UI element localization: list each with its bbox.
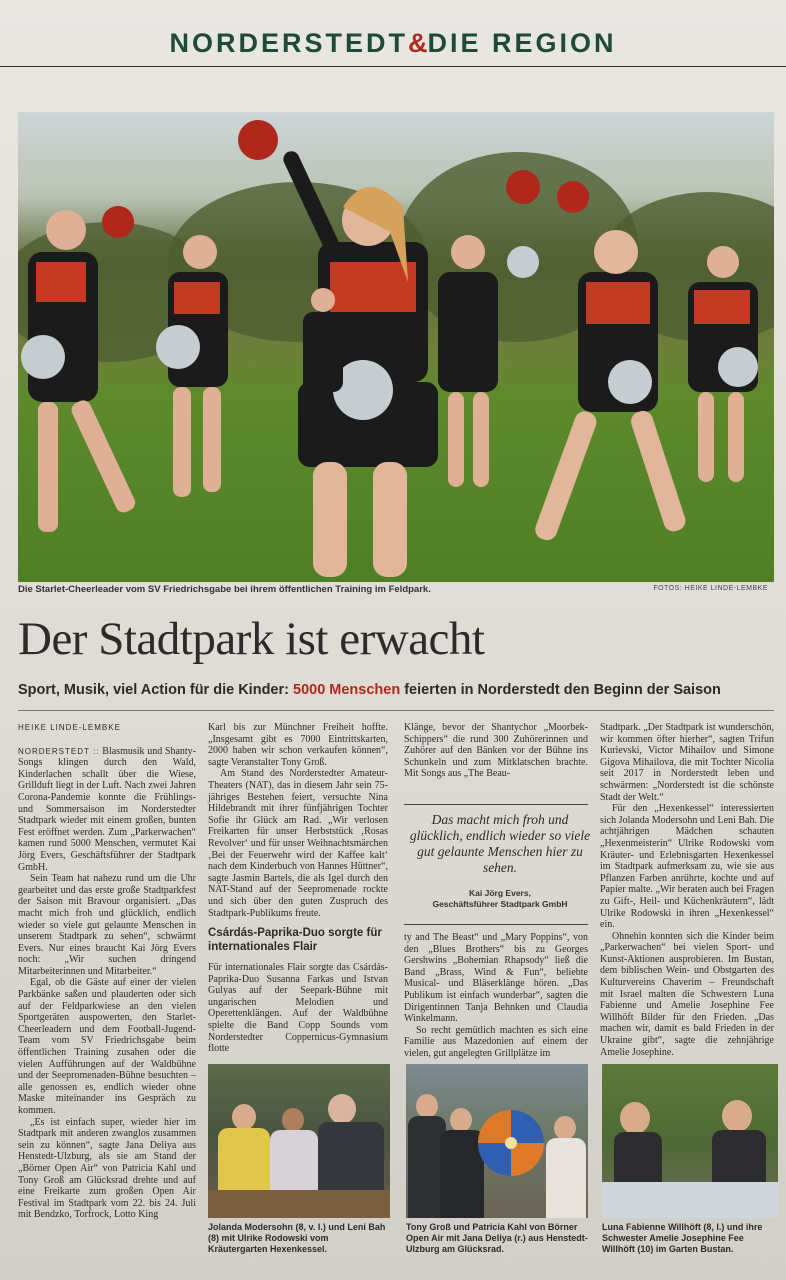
table-shape <box>602 1182 778 1218</box>
article-column-1: HEIKE LINDE-LEMBKE NORDERSTEDT :: Blasmusik und Shanty-Songs klingen durch den Wald, Kinderlachen schallt über die Wiese, Grillduft liegt in der Luft. Nach zwei Jahren Corona-Pandemie konnte die Frühlings- und Sommersaison im Norderstedter Stadtpark wieder mit einem großen, bunten Fest eröffnet werden. Zum „Parkerwachen“ kamen rund 5000 Menschen, vermutet Kai Jörg Evers, Geschäftsführer der Stadtpark GmbH. Sein Team hat nahezu rund um die Uhr gearbeitet und das erste große Stadtparkfest der Saison mit Bravour organisiert. „Das macht mich froh und glücklich, endlich wieder so viele gut gelaunte Menschen in unserem Stadtpark zu sehen“, schwärmt Evers. Nur eines braucht Kai Jörg Evers noch: „Wir suchen dringend Mitarbeiterinnen und Mitarbeiter.“ Egal, ob die Gäste auf einer der vielen Parkbänke saßen und plauderten oder sich auf der Feldparkwiese an den vielen Sportgeräten auspowerten, den Starlet-Cheerleadern und dem Football-Jugend-Team vom SV Friedrichsgabe beim öffentlichen Training zusahen oder die vielen Aufführungen auf der Waldbühne und der Seepromenaden-Bühne besuchten – alle genossen es, endlich wieder ohne Maske miteinander ins Gespräch zu kommen. „Es ist einfach super, wieder hier im Stadtpark mit anderen zwanglos zusammen sein zu können“, sagte Jana Deliya aus Henstedt-Ulzburg, als sie am Stand der „Börner Open Air“ von Patricia Kahl und Tony Groß am Glücksrad drehte und auf eine Freikarte zum großen Open Air Festival im Stadtpark vom 22. bis 24. Juli mit Bendzko, Torfrock, Lotto King <box>18 723 196 1221</box>
photo-caption-3: Luna Fabienne Willhöft (8, l.) und ihre Schwester Amelie Josephine Fee Willhöft (10) im Garten Bustan. <box>602 1222 763 1254</box>
cheerleader-second <box>102 206 228 497</box>
quote-rule-top <box>404 804 588 805</box>
photo-caption-2: Tony Groß und Patricia Kahl von Börner Open Air mit Jana Deliya (r.) aus Henstedt-Ulzburg am Glücksrad. <box>406 1222 588 1254</box>
headline-rule <box>18 710 774 711</box>
cheerleader-photo <box>18 112 774 582</box>
photo-hexenkessel <box>208 1064 390 1218</box>
quote-rule-bottom <box>404 924 588 925</box>
photo-caption-1: Jolanda Modersohn (8, v. l.) und Leni Bah (8) mit Ulrike Rodowski vom Kräutergarten Hexenkessel. <box>208 1222 386 1254</box>
photo-credit: FOTOS: HEIKE LINDE-LEMBKE <box>653 585 768 592</box>
article-subhead: Sport, Musik, viel Action für die Kinder: 5000 Menschen feierten in Norderstedt den Beginn der Saison <box>18 682 721 698</box>
cheerleaders-illustration <box>18 112 774 582</box>
author-byline: HEIKE LINDE-LEMBKE <box>18 723 121 732</box>
section-title: NORDERSTEDT&DIE REGION <box>169 28 617 58</box>
cheerleader-left <box>21 210 138 532</box>
cheerleader-right <box>506 170 758 543</box>
article-column-2: Karl bis zur Münchner Freiheit hoffte. „Insgesamt gibt es 7000 Eintrittskarten, 2000 haben wir schon verkaufen können“, sagte Veranstalter Tony Groß. Am Stand des Norderstedter Amateur-Theaters (NAT), das in diesem Jahr sein 75-jähriges Bestehen feiert, versuchte Nina Hildebrandt mit ihrer fünfjährigen Tochter Sofie ihr Glück am Rad. „Wir verlosen Freikarten für unser Herbststück ‚Rosas Revolver‘ und für unser Weihnachtsmärchen ‚Bei der Feuerwehr wird der Kaffee kalt‘ nach dem Kinderbuch von Hannes Hüttner“, sagte Jasmin Bartels, die als Igel durch den NAT-Stand auf der Seepromenade rockte und sich über den guten Zuspruch des Stadtpark-Publikums freute. Csárdás-Paprika-Duo sorgte für internationales Flair Für internationales Flair sorgte das Csárdás-Paprika-Duo Susanna Farkas und Istvan Gulyas auf der Seepark-Bühne mit ungarischen Melodien und Operettenklängen. Auf der Waldbühne spielte die Band Copp Sounds vom Norderstedter Coppernicus-Gymnasium flotte <box>208 722 388 1055</box>
dateline: NORDERSTEDT :: <box>18 746 100 756</box>
article-column-4: Stadtpark. „Der Stadtpark ist wunderschön, wir kommen öfter hierher“, sagten Trifun Kurievski, Victor Mihailov und Simone Gigova Mihailova, die mit Tochter Nicolia seit 2017 in Norderstedt leben und schwärmen: „Norderstedt ist die schönste Stadt der Welt.“ Für den „Hexenkessel“ interessierten sich Jolanda Modersohn und Leni Bah. Die achtjährigen Mädchen schauten „Hexenmeisterin“ Ulrike Rodowski vom Kräuter- und Erlebnisgarten Hexenkessel im Stadtpark aufmerksam zu, wie sie aus Pflanzen Farben anrührte, kochte und auf Papier malte. „Wir beraten auch bei Fragen zu Gift-, Heil- und Küchenkräutern“, lädt Ulrike Rodowski in ihren „Hexenkessel“ ein. Ohnehin konnten sich die Kinder beim „Parkerwachen“ bei vielen Sport- und Kunst-Aktionen ausprobieren. Im Bustan, dem biblischen Wein- und Obstgarten des Kulturvereins Chaverim – Freundschaft mit Israel malten die Schwestern Luna Fabienne und Amelie Josephine Fee Willhöft Bilder für den Frieden. „Das machen wir, damit es bald Frieden in der Ukraine gibt“, sagte die zehnjährige Amelie Josephine. <box>600 722 774 1058</box>
article-column-3-bottom: ty and The Beast“ und „Mary Poppins“, von den „Blues Brothers“ bis zu Georges Gershwins „Bohemian Rhapsody“ ließ die Band „Brass, Wind & Fun“, beliebte Musical- und Bläserklänge hören. „Das Publikum ist einfach wunderbar“, sagten die Dirigentinnen Tanja Behnken und Claudia Winkelmann. So recht gemütlich machten es sich eine Familie aus Mazedonien auf einem der vielen, gut angelegten Grillplätze im <box>404 932 588 1059</box>
article-headline: Der Stadtpark ist erwacht <box>18 613 485 665</box>
pull-quote-source: Kai Jörg Evers, Geschäftsführer Stadtpark GmbH <box>432 888 568 909</box>
pull-quote: Das macht mich froh und glücklich, endlich wieder so viele gut gelaunte Menschen hier zu sehen. <box>409 812 591 875</box>
table-shape <box>208 1190 390 1218</box>
section-rule <box>0 66 786 67</box>
main-photo-caption: Die Starlet-Cheerleader vom SV Friedrichsgabe bei ihrem öffentlichen Training im Feldpark. <box>18 584 431 595</box>
prize-wheel-icon <box>476 1108 546 1178</box>
article-column-3-top: Klänge, bevor der Shantychor „Moorbek-Schippers“ die rund 300 Zuhörerinnen und Zuhörer auf den Bänken vor der Bühne ins Schunkeln und zum Mitklatschen brachte. Mit Songs aus „The Beau- <box>404 722 588 780</box>
article-interhead: Csárdás-Paprika-Duo sorgte für internationales Flair <box>208 927 382 953</box>
photo-bustan <box>602 1064 778 1218</box>
photo-gluecksrad <box>406 1064 588 1218</box>
